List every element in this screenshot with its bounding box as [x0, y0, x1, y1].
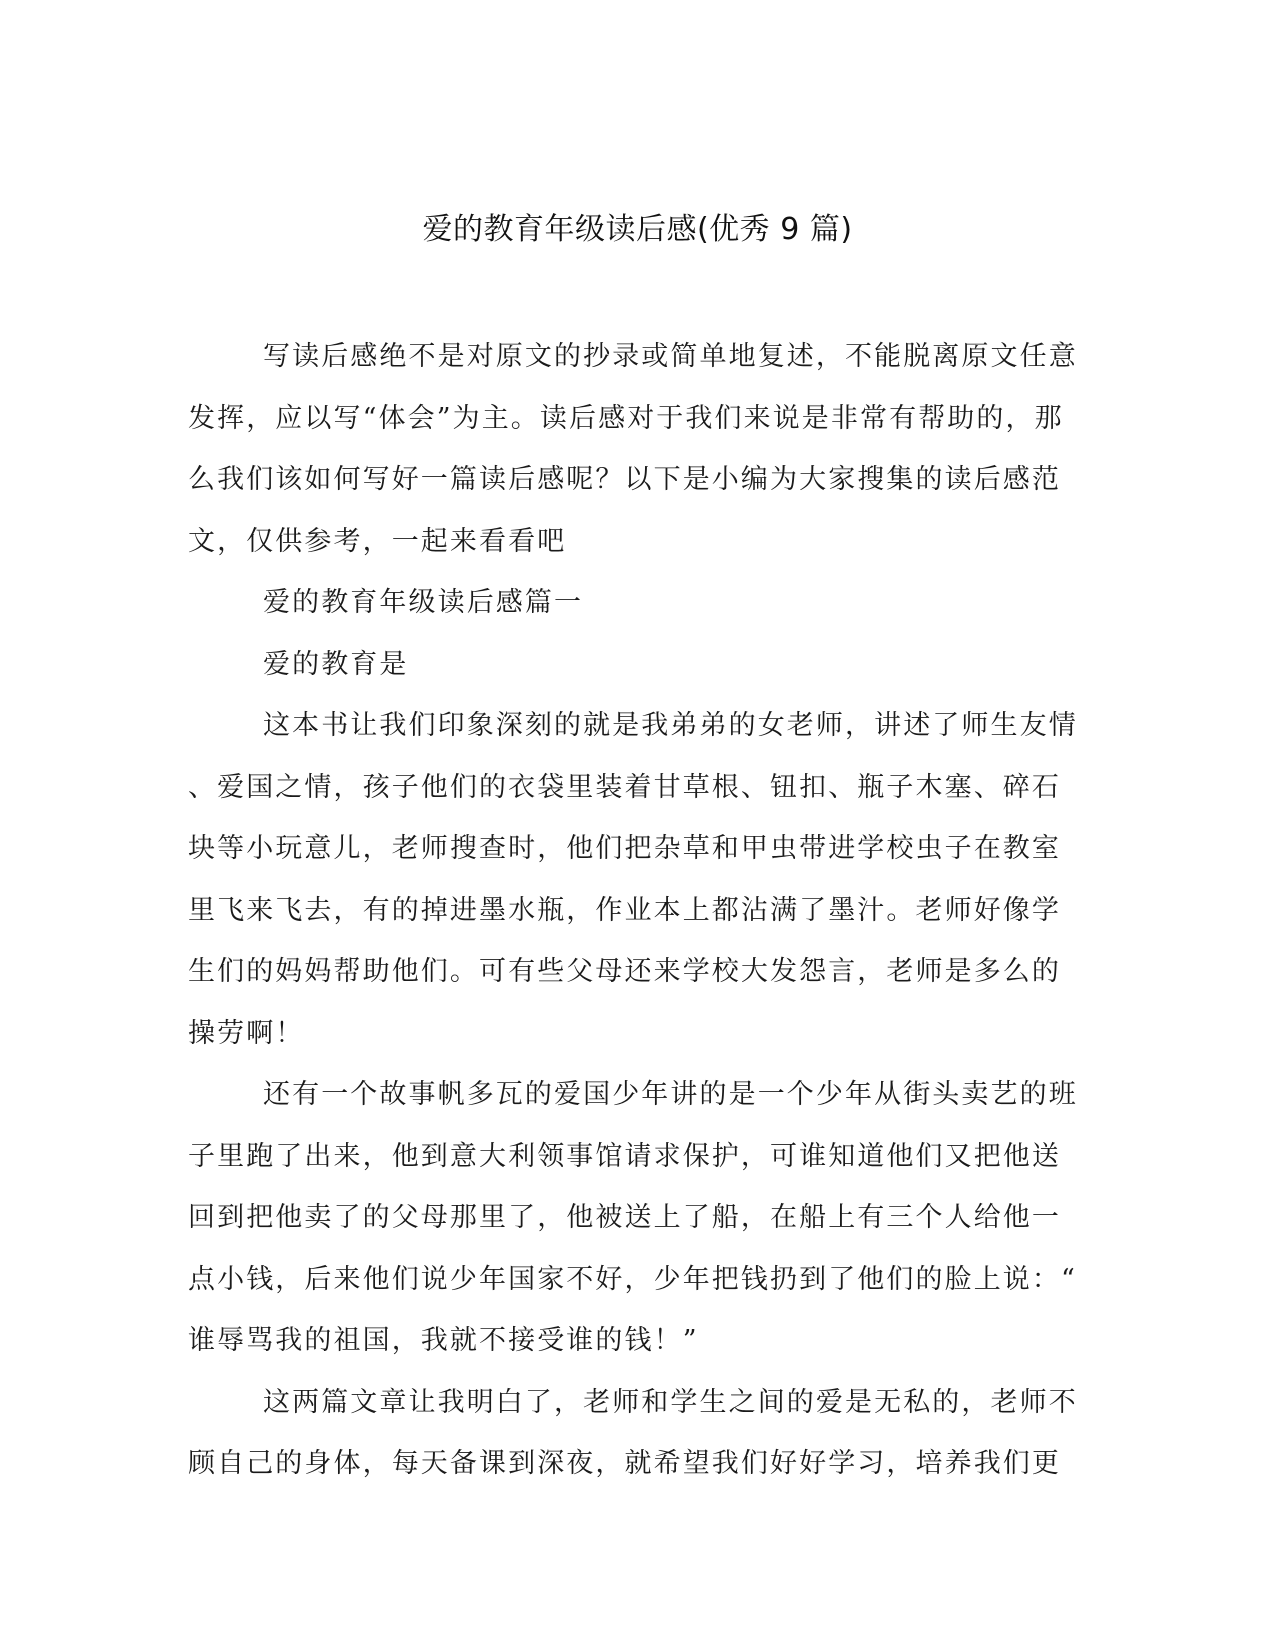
text-line: 写读后感绝不是对原文的抄录或简单地复述，不能脱离原文任意 [263, 341, 1078, 372]
text-line: 还有一个故事帆多瓦的爱国少年讲的是一个少年从街头卖艺的班 [263, 1079, 1078, 1110]
text-line: 爱的教育是 [263, 648, 409, 680]
text-line: 谁辱骂我的祖国，我就不接受谁的钱！” [188, 1325, 699, 1356]
text-line: 回到把他卖了的父母那里了，他被送上了船，在船上有三个人给他一 [188, 1202, 1061, 1233]
text-line: 这两篇文章让我明白了，老师和学生之间的爱是无私的，老师不 [263, 1386, 1078, 1418]
text-line: 生们的妈妈帮助他们。可有些父母还来学校大发怨言，老师是多么的 [188, 956, 1061, 987]
text-line: 操劳啊！ [188, 1017, 305, 1049]
section-heading: 爱的教育年级读后感篇一 [263, 587, 584, 618]
text-line: 子里跑了出来，他到意大利领事馆请求保护，可谁知道他们又把他送 [188, 1140, 1061, 1172]
document-body [188, 326, 1088, 1495]
text-line: 文，仅供参考，一起来看看吧 [188, 525, 567, 557]
text-line: 发挥，应以写“体会”为主。读后感对于我们来说是非常有帮助的，那 [188, 402, 1064, 434]
text-line: 这本书让我们印象深刻的就是我弟弟的女老师，讲述了师生友情 [263, 710, 1078, 741]
text-line: 么我们该如何写好一篇读后感呢？以下是小编为大家搜集的读后感范 [188, 464, 1061, 495]
text-line: 、爱国之情，孩子他们的衣袋里装着甘草根、钮扣、瓶子木塞、碎石 [188, 771, 1061, 803]
text-line: 点小钱，后来他们说少年国家不好，少年把钱扔到了他们的脸上说：“ [188, 1263, 1077, 1295]
text-line: 里飞来飞去，有的掉进墨水瓶，作业本上都沾满了墨汁。老师好像学 [188, 894, 1061, 926]
text-line: 顾自己的身体，每天备课到深夜，就希望我们好好学习，培养我们更 [188, 1448, 1061, 1479]
document-title: 爱的教育年级读后感(优秀 9 篇) [422, 212, 853, 247]
text-line: 块等小玩意儿，老师搜查时，他们把杂草和甲虫带进学校虫子在教室 [188, 833, 1061, 864]
